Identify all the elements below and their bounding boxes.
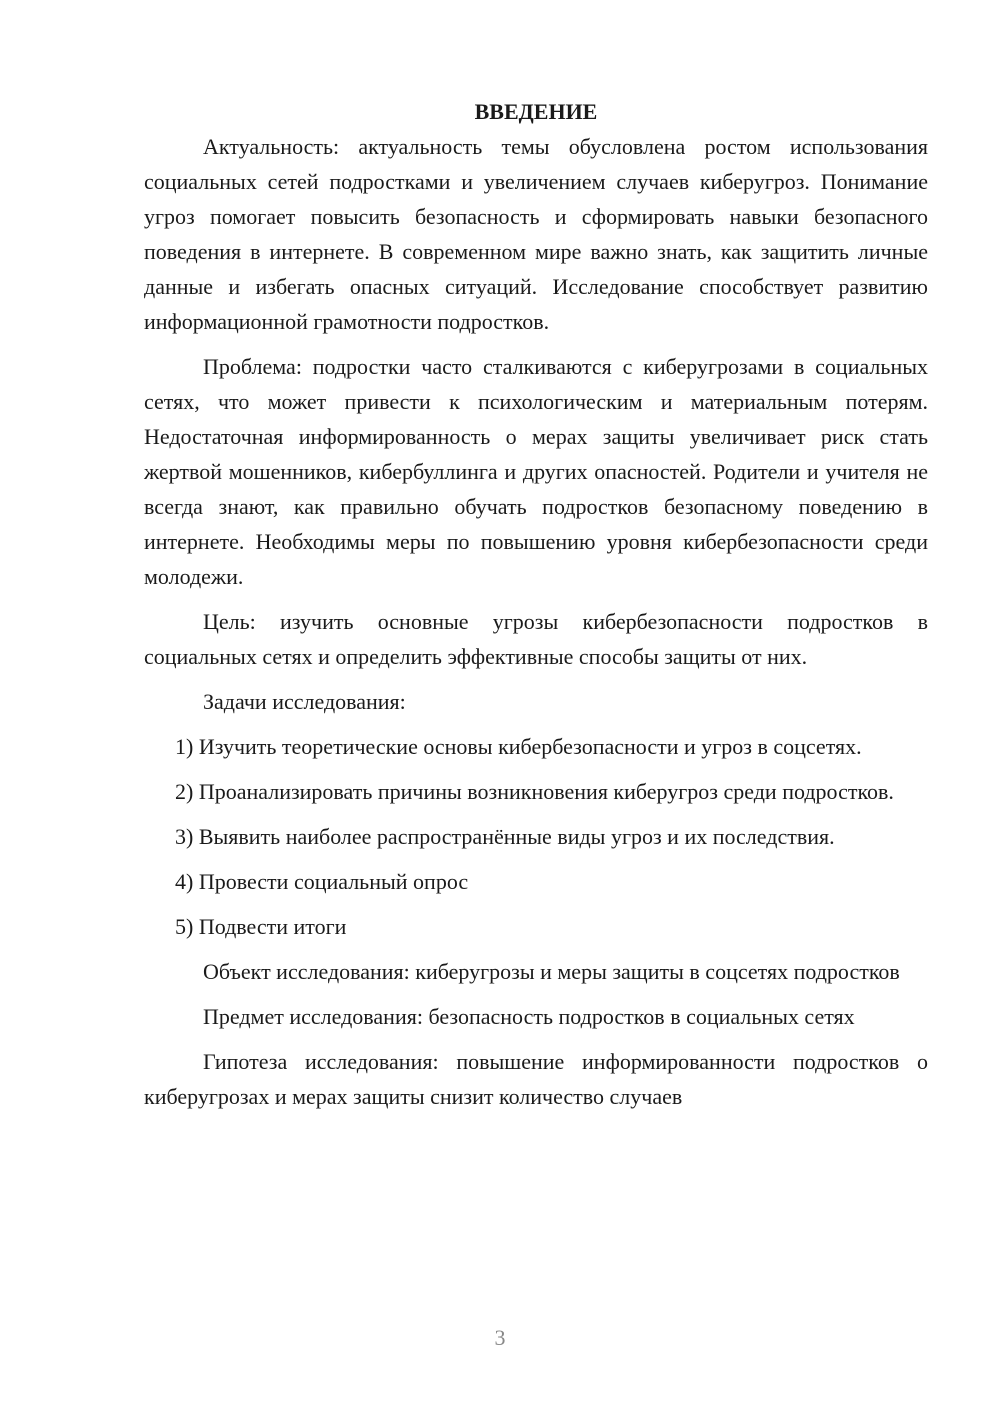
task-item-3: 3) Выявить наиболее распространённые виды угроз и их последствия. bbox=[175, 824, 835, 849]
hypothesis-paragraph: Гипотеза исследования: повышение информированности подростков о киберугрозах и мерах защиты снизит количество случаев bbox=[144, 1049, 928, 1109]
task-item-5: 5) Подвести итоги bbox=[175, 914, 347, 939]
page-number: 3 bbox=[494, 1325, 506, 1350]
document-page bbox=[144, 94, 928, 1114]
page-title: ВВЕДЕНИЕ bbox=[474, 99, 598, 124]
task-item-4: 4) Провести социальный опрос bbox=[175, 869, 469, 894]
tasks-heading: Задачи исследования: bbox=[203, 689, 406, 714]
relevance-paragraph: Актуальность: актуальность темы обусловлена ростом использования социальных сетей подростками и увеличением случаев киберугроз. Понимание угроз помогает повысить безопасность и сформировать навыки безопасного поведения в интернете. В современном мире важно знать, как защитить личные данные и избегать опасных ситуаций. Исследование способствует развитию информационной грамотности подростков. bbox=[144, 134, 928, 334]
goal-paragraph: Цель: изучить основные угрозы кибербезопасности подростков в социальных сетях и определить эффективные способы защиты от них. bbox=[144, 609, 928, 669]
problem-paragraph: Проблема: подростки часто сталкиваются с киберугрозами в социальных сетях, что может привести к психологическим и материальным потерям. Недостаточная информированность о мерах защиты увеличивает риск стать жертвой мошенников, кибербуллинга и других опасностей. Родители и учителя не всегда знают, как правильно обучать подростков безопасному поведению в интернете. Необходимы меры по повышению уровня кибербезопасности среди молодежи. bbox=[144, 354, 928, 589]
subject-paragraph: Предмет исследования: безопасность подростков в социальных сетях bbox=[203, 1004, 855, 1029]
task-item-2: 2) Проанализировать причины возникновения киберугроз среди подростков. bbox=[175, 779, 894, 804]
object-paragraph: Объект исследования: киберугрозы и меры защиты в соцсетях подростков bbox=[203, 959, 900, 984]
task-item-1: 1) Изучить теоретические основы кибербезопасности и угроз в соцсетях. bbox=[175, 734, 862, 759]
